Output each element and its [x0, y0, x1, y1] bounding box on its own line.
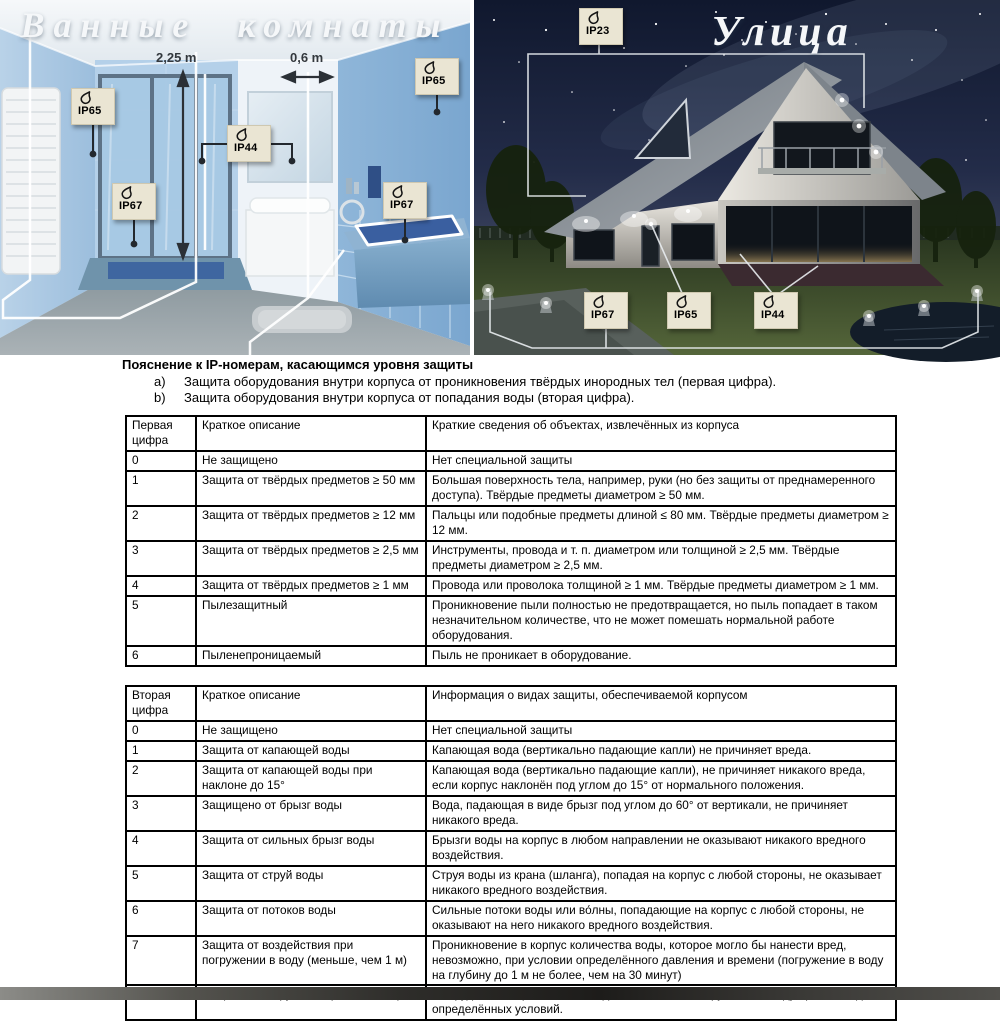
- digit-cell: 5: [126, 866, 196, 901]
- short-cell: Защита от капающей воды при наклоне до 15°: [196, 761, 426, 796]
- desc-cell: Брызги воды на корпус в любом направлении не оказывают никакого вредного воздействия.: [426, 831, 896, 866]
- desc-cell: Проникновение в корпус количества воды, которое могло бы нанести вред, невозможно, при условии определённого давления и времени (погружение в воду на глубину до 1 м не более, чем на 30 минут): [426, 936, 896, 986]
- header-short: Краткое описание: [196, 686, 426, 721]
- table-row: [126, 796, 896, 831]
- digit-cell: 6: [126, 646, 196, 666]
- header-digit: Первая цифра: [126, 416, 196, 451]
- ip-badge-ground-middle: [667, 292, 711, 329]
- short-cell: Пыленепроницаемый: [196, 646, 426, 666]
- ip-badge-wall-right: [415, 58, 459, 95]
- table-row: [126, 451, 896, 471]
- short-cell: Не защищено: [196, 721, 426, 741]
- table-row: [126, 541, 896, 576]
- digit-cell: 4: [126, 576, 196, 596]
- ip-badge-mirror: [227, 125, 271, 162]
- digit-cell: 1: [126, 471, 196, 506]
- desc-cell: Пыль не проникает в оборудование.: [426, 646, 896, 666]
- digit-cell: 1: [126, 741, 196, 761]
- table-header-row: [126, 686, 896, 721]
- desc-cell: Струя воды из крана (шланга), попадая на корпус с любой стороны, не оказывает никакого вредного воздействия.: [426, 866, 896, 901]
- table-row: [126, 761, 896, 796]
- table-row: [126, 741, 896, 761]
- ip-badge-bathtub: [383, 182, 427, 219]
- bathroom-image: [0, 0, 470, 355]
- desc-cell: Вода, падающая в виде брызг под углом до 60° от вертикали, не причиняет никакого вреда.: [426, 796, 896, 831]
- header-desc: Информация о видах защиты, обеспечиваемой корпусом: [426, 686, 896, 721]
- table-row: [126, 646, 896, 666]
- table-header-row: [126, 416, 896, 451]
- short-cell: Защита от твёрдых предметов ≥ 1 мм: [196, 576, 426, 596]
- digit-cell: 0: [126, 451, 196, 471]
- water-drop-icon: [591, 294, 606, 309]
- water-drop-icon: [422, 60, 437, 75]
- table-row: [126, 721, 896, 741]
- digit-cell: 4: [126, 831, 196, 866]
- desc-cell: Капающая вода (вертикально падающие капли), не причиняет никакого вреда, если корпус наклонён под углом до 15° от нормального положения.: [426, 761, 896, 796]
- explanation-item: [122, 390, 892, 407]
- header-short: Краткое описание: [196, 416, 426, 451]
- table-row: [126, 901, 896, 936]
- table-row: [126, 576, 896, 596]
- short-cell: Защита от струй воды: [196, 866, 426, 901]
- desc-cell: Инструменты, провода и т. п. диаметром или толщиной ≥ 2,5 мм. Твёрдые предметы диаметром ≥ 2,5 мм.: [426, 541, 896, 576]
- short-cell: Защита от капающей воды: [196, 741, 426, 761]
- short-cell: Защищено от брызг воды: [196, 796, 426, 831]
- desc-cell: Большая поверхность тела, например, руки (но без защиты от преднамеренного доступа). Твёрдые предметы диаметром ≥ 50 мм.: [426, 471, 896, 506]
- desc-cell: Провода или проволока толщиной ≥ 1 мм. Твёрдые предметы диаметром ≥ 1 мм.: [426, 576, 896, 596]
- table-row: [126, 831, 896, 866]
- ip-code: IP67: [591, 309, 615, 321]
- short-cell: Не защищено: [196, 451, 426, 471]
- ip-code: IP65: [78, 105, 102, 117]
- second-digit-table: [125, 685, 897, 1021]
- explanation-heading: Пояснение к IP-номерам, касающимся уровня защиты: [122, 357, 474, 372]
- header-desc: Краткие сведения об объектах, извлечённых из корпуса: [426, 416, 896, 451]
- digit-cell: 2: [126, 761, 196, 796]
- ip-code: IP65: [674, 309, 698, 321]
- water-drop-icon: [761, 294, 776, 309]
- desc-cell: определённых условий.: [426, 985, 896, 1020]
- water-drop-icon: [119, 185, 134, 200]
- item-text: Защита оборудования внутри корпуса от попадания воды (вторая цифра).: [184, 390, 635, 405]
- bottom-image-strip: [0, 987, 1000, 1000]
- street-image: [474, 0, 1000, 355]
- digit-cell: 7: [126, 936, 196, 986]
- desc-cell: Нет специальной защиты: [426, 451, 896, 471]
- desc-cell: Сильные потоки воды или во́лны, попадающие на корпус с любой стороны, не оказывают на него никакого вредного воздействия.: [426, 901, 896, 936]
- digit-cell: 5: [126, 596, 196, 646]
- digit-cell: 3: [126, 541, 196, 576]
- short-cell: Защита от твёрдых предметов ≥ 2,5 мм: [196, 541, 426, 576]
- short-cell: Защита от воздействия при погружении в воду (меньше, чем 1 м): [196, 936, 426, 986]
- water-drop-icon: [390, 184, 405, 199]
- explanation-item: [122, 374, 892, 391]
- table-row: [126, 506, 896, 541]
- header-digit: Вторая цифра: [126, 686, 196, 721]
- short-cell: Защита от потоков воды: [196, 901, 426, 936]
- desc-cell: Капающая вода (вертикально падающие капли) не причиняет вреда.: [426, 741, 896, 761]
- water-drop-icon: [78, 90, 93, 105]
- item-text: Защита оборудования внутри корпуса от проникновения твёрдых инородных тел (первая цифра).: [184, 373, 777, 389]
- ip-badge-roof: [579, 8, 623, 45]
- table-row: [126, 866, 896, 901]
- ip-code: IP44: [234, 142, 258, 154]
- digit-cell: 6: [126, 901, 196, 936]
- digit-cell: 3: [126, 796, 196, 831]
- hero-images: [0, 0, 1000, 355]
- ip-badge-ground-left: [584, 292, 628, 329]
- bathroom-scene: [0, 0, 470, 355]
- desc-cell: Проникновение пыли полностью не предотвращается, но пыль попадает в таком незначительном количестве, что не может помешать нормальной работе оборудования.: [426, 596, 896, 646]
- ip-code: IP65: [422, 75, 446, 87]
- item-marker: b): [154, 390, 166, 405]
- ip-code: IP67: [390, 199, 414, 211]
- desc-cell: Нет специальной защиты: [426, 721, 896, 741]
- digit-cell: 0: [126, 721, 196, 741]
- ip-badge-shower-top: [71, 88, 115, 125]
- water-drop-icon: [674, 294, 689, 309]
- table-row: [126, 596, 896, 646]
- height-measure-label: 2,25 m: [156, 50, 197, 65]
- ip-code: IP67: [119, 200, 143, 212]
- short-cell: Защита от твёрдых предметов ≥ 50 мм: [196, 471, 426, 506]
- street-title: Улица: [711, 9, 853, 55]
- ip-code: IP44: [761, 309, 785, 321]
- width-measure-label: 0,6 m: [290, 50, 324, 65]
- ip-badge-shower-floor: [112, 183, 156, 220]
- water-drop-icon: [586, 10, 601, 25]
- ip-code: IP23: [586, 25, 610, 37]
- desc-cell: Пальцы или подобные предметы длиной ≤ 80 мм. Твёрдые предметы диаметром ≥ 12 мм.: [426, 506, 896, 541]
- short-cell: Защита от твёрдых предметов ≥ 12 мм: [196, 506, 426, 541]
- table-row: [126, 471, 896, 506]
- digit-cell: 2: [126, 506, 196, 541]
- short-cell: Пылезащитный: [196, 596, 426, 646]
- explanation-block: [122, 357, 892, 407]
- short-cell: Защита от сильных брызг воды: [196, 831, 426, 866]
- water-drop-icon: [234, 127, 249, 142]
- item-marker: a): [154, 373, 166, 389]
- bathroom-title: Ванные комнаты: [20, 5, 450, 45]
- first-digit-table: [125, 415, 897, 667]
- table-row: [126, 936, 896, 986]
- ip-badge-ground-right: [754, 292, 798, 329]
